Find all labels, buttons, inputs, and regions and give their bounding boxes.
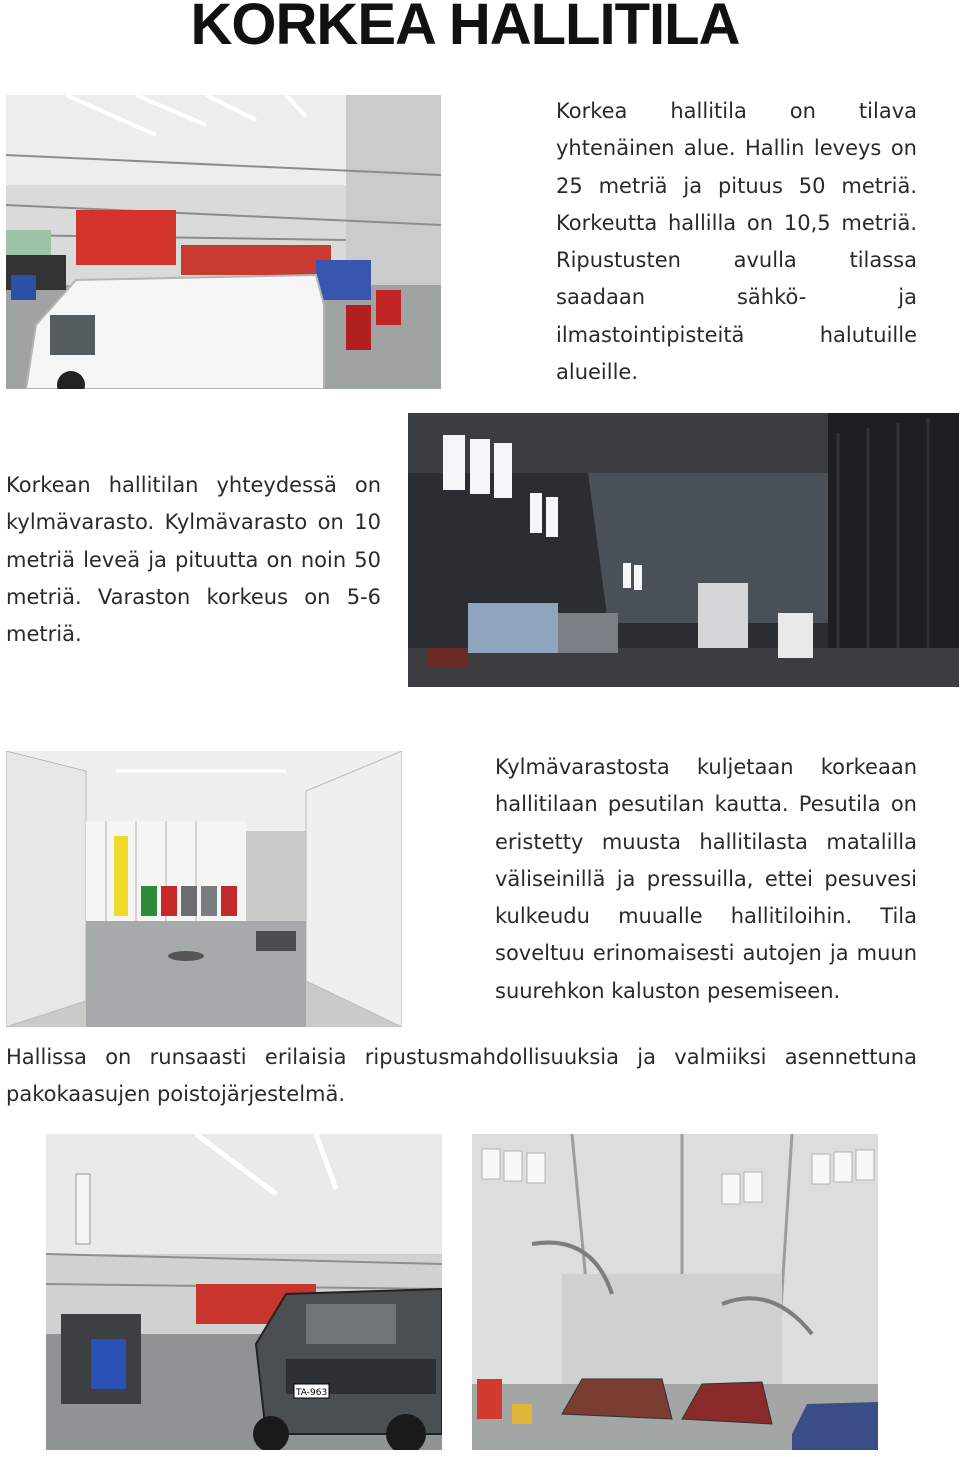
photo-workshop-truck [46, 1134, 442, 1450]
photo-cold-storage [408, 413, 959, 687]
paragraph-wash-room: Kylmävarastosta kuljetaan korkeaan hallitilaan pesutilan kautta. Pesutila on eristetty muusta hallitilasta matalilla väliseinillä ja pressuilla, ettei pesuvesi kulkeudu muualle hallitiloihin. Tila soveltuu erinomaisesti autojen ja muun suurehkon kaluston pesemiseen. [495, 755, 917, 1003]
photo-tall-hall-cars [472, 1134, 878, 1450]
paragraph-cold-storage: Korkean hallitilan yhteydessä on kylmävarasto. Kylmävarasto on 10 metriä leveä ja pituutta on noin 50 metriä. Varaston korkeus on 5-6 metriä. [6, 473, 381, 647]
page-title: KORKEA HALLITILA [190, 0, 740, 57]
photo-workshop-hall-van [6, 95, 441, 389]
truck-plate: TA-963 [296, 1388, 328, 1398]
paragraph-hall-description: Korkea hallitila on tilava yhtenäinen alue. Hallin leveys on 25 metriä ja pituus 50 metriä. Korkeutta hallilla on 10,5 metriä. Ripustusten avulla tilassa saadaan sähkö- ja ilmastointipisteitä halutuille alueille. [556, 99, 917, 385]
paragraph-exhaust-system: Hallissa on runsaasti erilaisia ripustusmahdollisuuksia ja valmiiksi asennettuna pakokaasujen poistojärjestelmä. [6, 1045, 917, 1107]
photo-wash-room [6, 751, 402, 1027]
